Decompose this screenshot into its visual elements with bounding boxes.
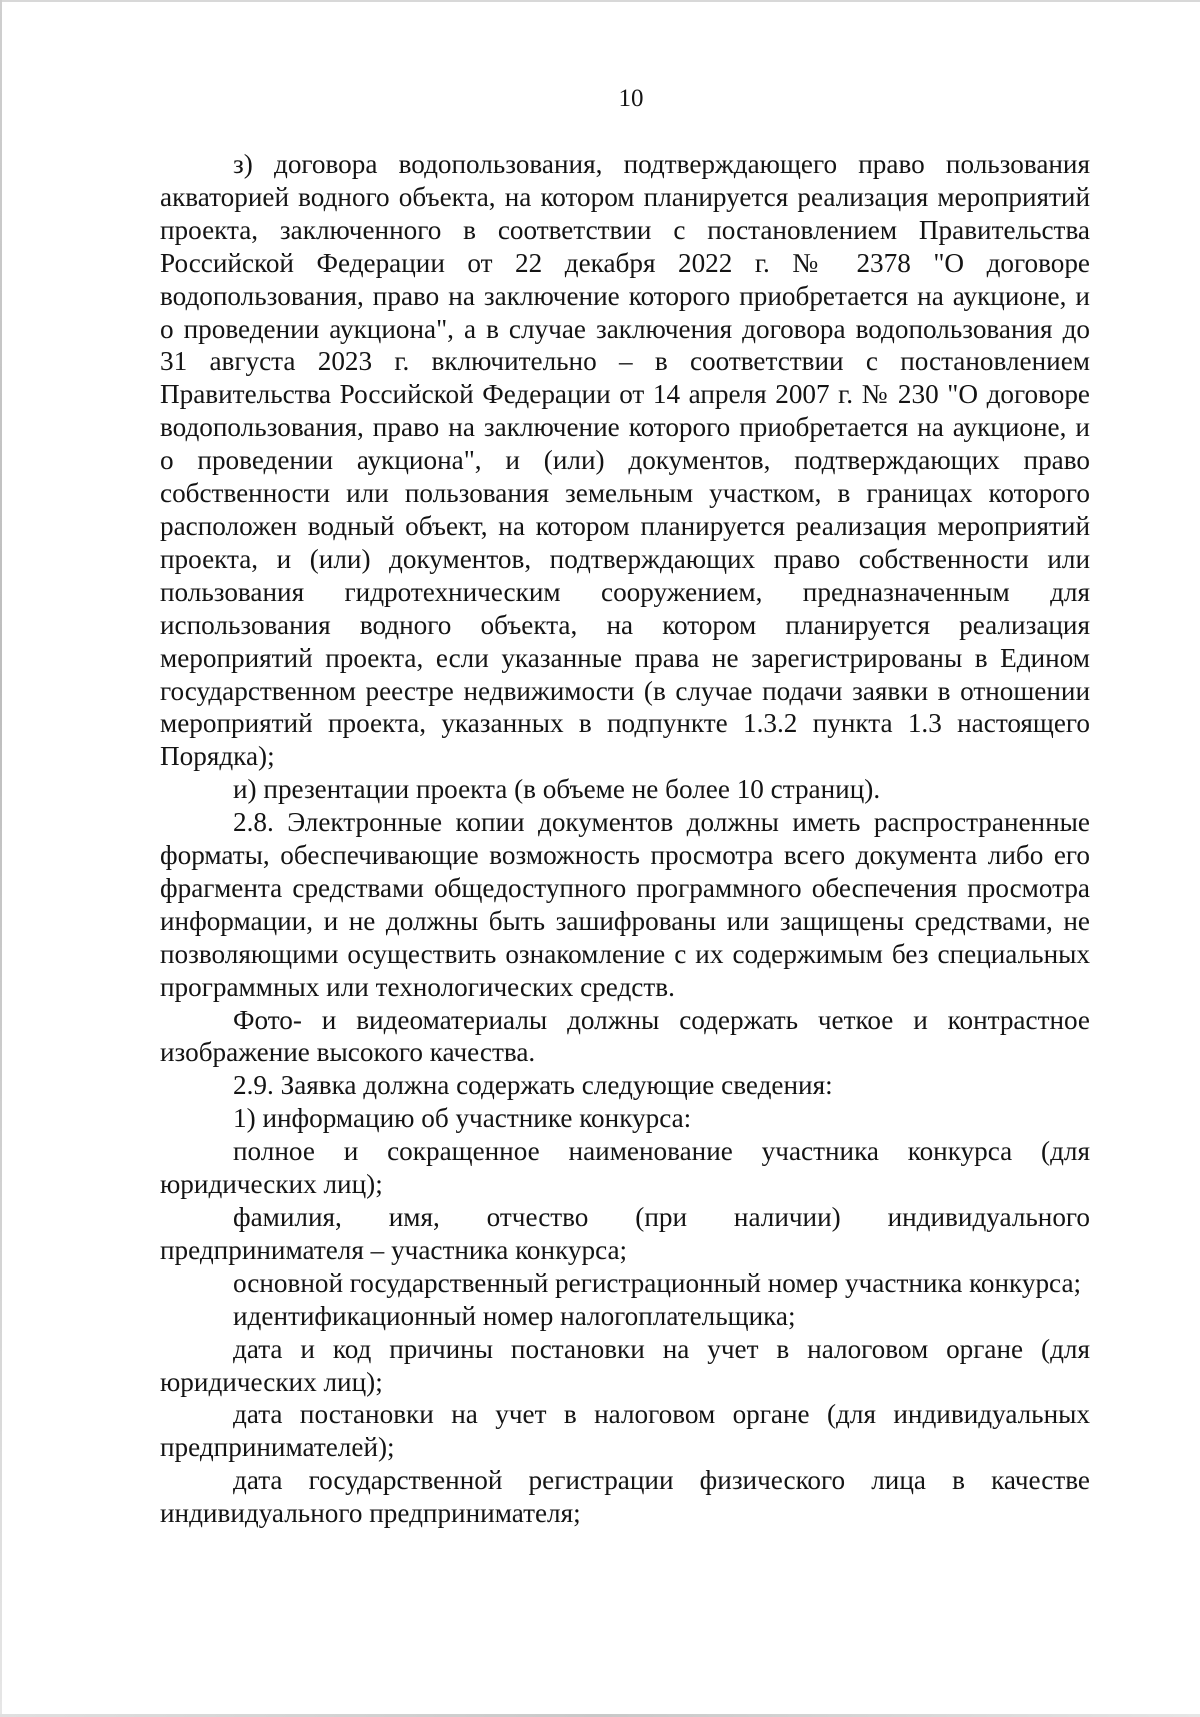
scan-edge-top — [0, 0, 1200, 2]
paragraph-photo-video: Фото- и видеоматериалы должны содержать четкое и контрастное изображение высокого качества. — [160, 1004, 1090, 1068]
paragraph-state-registration-date: дата государственной регистрации физического лица в качестве индивидуального предпринимателя; — [160, 1465, 1090, 1529]
paragraph-i-presentation: и) презентации проекта (в объеме не более 10 страниц). — [233, 774, 881, 805]
paragraph-participant-info: 1) информацию об участнике конкурса: — [233, 1103, 692, 1134]
paragraph-inn: идентификационный номер налогоплательщика; — [233, 1300, 796, 1331]
scan-edge-left — [0, 0, 2, 1717]
paragraph-2-9-application-contents: 2.9. Заявка должна содержать следующие сведения: — [233, 1070, 833, 1101]
page-number: 10 — [618, 85, 644, 112]
paragraph-ogrn: основной государственный регистрационный номер участника конкурса; — [233, 1267, 1082, 1298]
document-body — [160, 148, 1090, 1530]
paragraph-kpp-date: дата и код причины постановки на учет в налоговом органе (для юридических лиц); — [160, 1333, 1090, 1397]
paragraph-full-short-name: полное и сокращенное наименование участника конкурса (для юридических лиц); — [160, 1136, 1090, 1200]
paragraph-z-water-use-contract: з) договора водопользования, подтверждающего право пользования акваторией водного объекта, на котором планируется реализация мероприятий проекта, заключенного в соответствии с постановлением Правительства Российской Федерации от 22 декабря 2022 г. № 2378 "О договоре водопользования, право на заключение которого приобретается на аукционе, и о проведении аукциона", а в случае заключения договора водопользования до 31 августа 2023 г. включительно – в соответствии с постановлением Правительства Российской Федерации от 14 апреля 2007 г. № 230 "О договоре водопользования, право на заключение которого приобретается на аукционе, и о проведении аукциона", и (или) документов, подтверждающих право собственности или пользования земельным участком, в границах которого расположен водный объект, на котором планируется реализация мероприятий проекта, и (или) документов, подтверждающих право собственности или пользования гидротехническим сооружением, предназначенным для использования водного объекта, на котором планируется реализация мероприятий проекта, если указанные права не зарегистрированы в Едином государственном реестре недвижимости (в случае подачи заявки в отношении мероприятий проекта, указанных в подпункте 1.3.2 пункта 1.3 настоящего Порядка); — [160, 149, 1090, 772]
paragraph-2-8-electronic-copies: 2.8. Электронные копии документов должны иметь распространенные форматы, обеспечивающие возможность просмотра всего документа либо его фрагмента средствами общедоступного программного обеспечения просмотра информации, и не должны быть зашифрованы или защищены средствами, не позволяющими осуществить ознакомление с их содержимым без специальных программных или технологических средств. — [160, 807, 1090, 1002]
paragraph-tax-registration-date: дата постановки на учет в налоговом органе (для индивидуальных предпринимателей); — [160, 1399, 1090, 1463]
paragraph-full-name-entrepreneur: фамилия, имя, отчество (при наличии) индивидуального предпринимателя – участника конкурса; — [160, 1202, 1090, 1265]
